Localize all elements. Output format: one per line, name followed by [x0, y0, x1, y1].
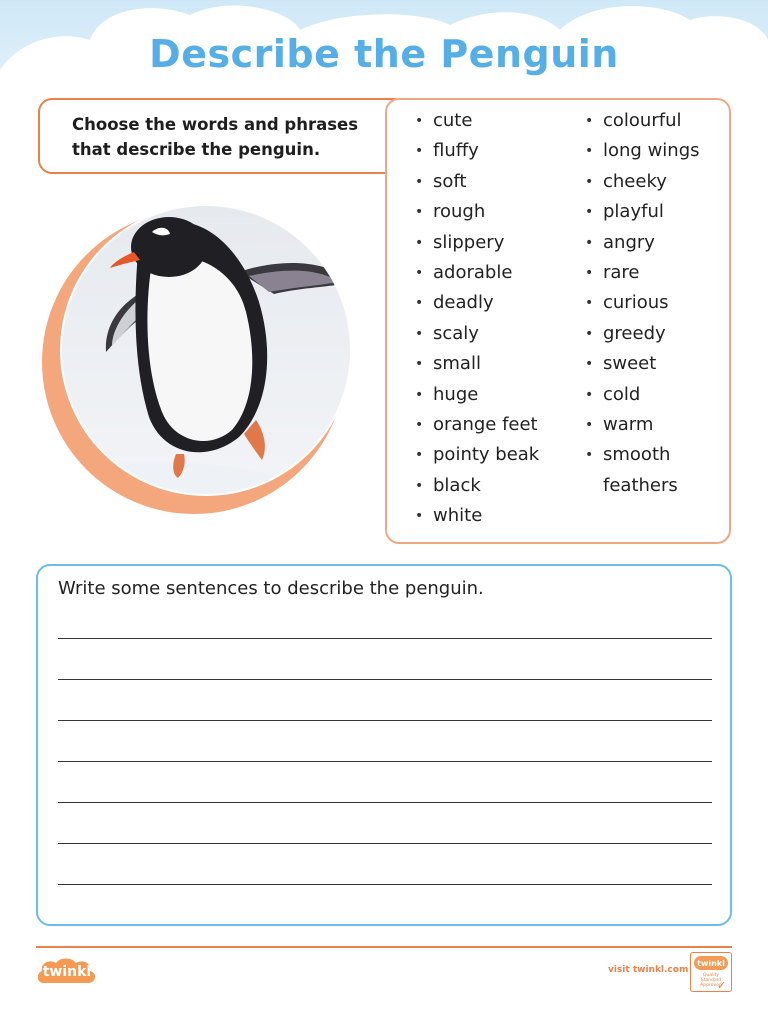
instruction-text: Choose the words and phrases that describe the penguin. [72, 115, 359, 159]
word-list-column-2 [585, 106, 700, 501]
badge-text: Quality Standard Approved [700, 973, 722, 988]
word-item: • long wings [585, 136, 700, 166]
bullet-icon: • [415, 143, 424, 160]
word-item: • scaly [415, 319, 539, 349]
word-item: • white [415, 501, 539, 531]
bullet-icon: • [415, 447, 424, 464]
bullet-icon: • [585, 265, 594, 282]
word-item: • rare [585, 258, 700, 288]
word-item: • greedy [585, 319, 700, 349]
word-item: • playful [585, 197, 700, 227]
bullet-icon: • [415, 204, 424, 221]
bullet-icon: • [415, 113, 424, 129]
word-item: • colourful [585, 106, 700, 136]
bullet-icon: • [585, 204, 594, 221]
word-item: • angry [585, 228, 700, 258]
word-item: • adorable [415, 258, 539, 288]
check-icon: ✓ [717, 979, 727, 992]
instruction-box [38, 98, 408, 174]
writing-line[interactable] [58, 884, 712, 885]
word-item: • pointy beak [415, 440, 539, 470]
badge-logo: twinkl [694, 956, 728, 970]
writing-line[interactable] [58, 720, 712, 721]
footer-divider [36, 946, 732, 948]
word-item: • orange feet [415, 410, 539, 440]
word-bank-box [385, 98, 731, 544]
page-title: Describe the Penguin [149, 32, 619, 76]
word-item: • warm [585, 410, 700, 440]
writing-line[interactable] [58, 802, 712, 803]
bullet-icon: • [415, 265, 424, 282]
bullet-icon: • [585, 356, 594, 373]
visit-link[interactable]: visit twinkl.com [608, 965, 689, 975]
writing-line[interactable] [58, 638, 712, 639]
bullet-icon: • [585, 325, 594, 342]
bullet-icon: • [585, 234, 594, 251]
penguin-photo [34, 202, 366, 514]
twinkl-logo[interactable] [36, 955, 98, 989]
bullet-icon: • [585, 143, 594, 160]
word-item: • cold [585, 380, 700, 410]
bullet-icon: • [415, 417, 424, 434]
bullet-icon: • [415, 386, 424, 403]
writing-box [36, 564, 732, 926]
word-item: • soft [415, 167, 539, 197]
bullet-icon: • [415, 356, 424, 373]
bullet-icon: • [415, 234, 424, 251]
bullet-icon: • [585, 386, 594, 403]
word-item: • smooth feathers [585, 440, 700, 501]
word-list-column-1 [415, 106, 539, 532]
twinkl-logo-text: twinkl [42, 964, 92, 980]
word-item: • sweet [585, 349, 700, 379]
bullet-icon: • [415, 508, 424, 525]
bullet-icon: • [585, 113, 594, 129]
writing-line[interactable] [58, 761, 712, 762]
bullet-icon: • [415, 173, 424, 190]
word-item: • rough [415, 197, 539, 227]
word-item: • cute [415, 106, 539, 136]
word-item: • black [415, 471, 539, 501]
bullet-icon: • [415, 477, 424, 494]
bullet-icon: • [585, 173, 594, 190]
word-item: • slippery [415, 228, 539, 258]
writing-line[interactable] [58, 679, 712, 680]
word-item: • small [415, 349, 539, 379]
bullet-icon: • [585, 447, 594, 464]
writing-line[interactable] [58, 843, 712, 844]
word-item: • curious [585, 288, 700, 318]
bullet-icon: • [415, 295, 424, 312]
word-item: • deadly [415, 288, 539, 318]
writing-prompt: Write some sentences to describe the penguin. [58, 578, 484, 599]
word-item: • fluffy [415, 136, 539, 166]
quality-badge [690, 952, 732, 992]
word-item: • cheeky [585, 167, 700, 197]
word-item: • huge [415, 380, 539, 410]
bullet-icon: • [585, 417, 594, 434]
bullet-icon: • [585, 295, 594, 312]
bullet-icon: • [415, 325, 424, 342]
